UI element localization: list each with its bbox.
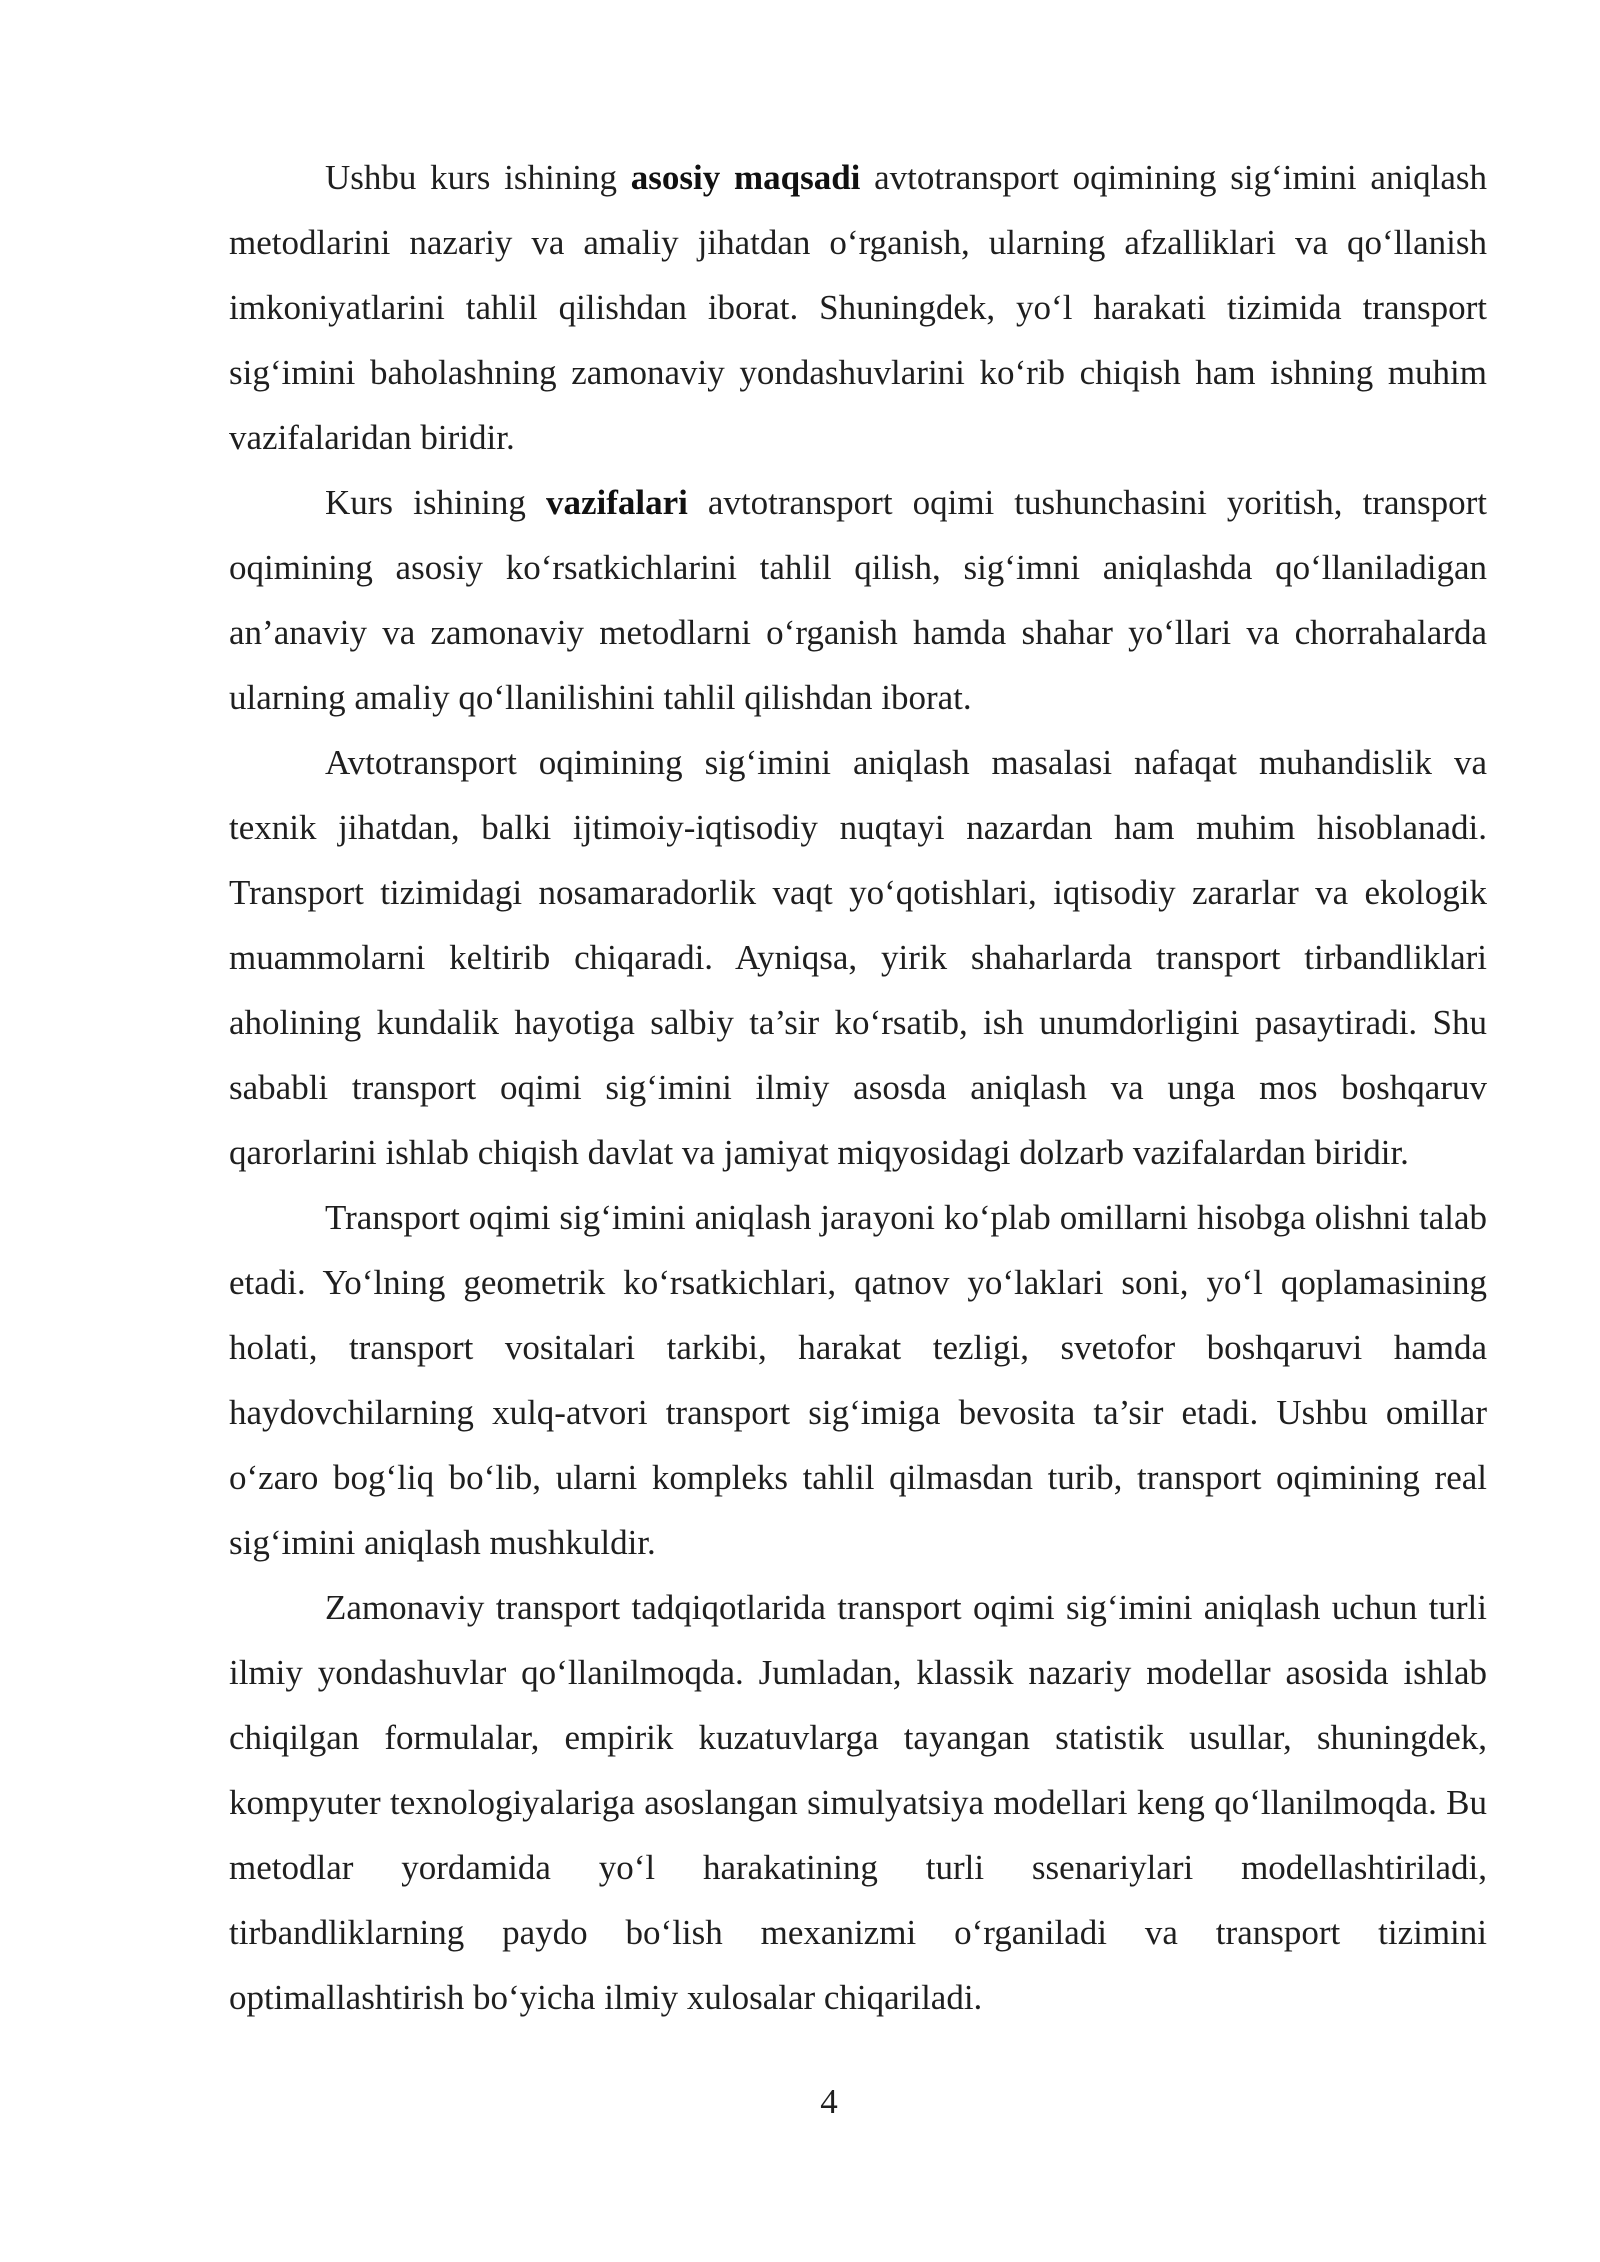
paragraph-approaches: Zamonaviy transport tadqiqotlarida transport oqimi sig‘imini aniqlash uchun turli ilmiy yondashuvlar qo‘llanilmoqda. Jumladan, klassik nazariy modellar asosida ishlab chiqilgan formulalar, empirik kuzatuvlarga tayangan statistik usullar, shuningdek, kompyuter texnologiyalariga asoslangan simulyatsiya modellari keng qo‘llanilmoqda. Bu metodlar yordamida yo‘l harakatining turli ssenariylari modellashtiriladi, tirbandliklarning paydo bo‘lish mexanizmi o‘rganiladi va transport tizimini optimallashtirish bo‘yicha ilmiy xulosalar chiqariladi. bbox=[229, 1588, 1487, 2017]
paragraph-goal-pre: Ushbu kurs ishining bbox=[325, 158, 631, 197]
paragraph-tasks-post: avtotransport oqimi tushunchasini yoritish, transport oqimining asosiy ko‘rsatkichlarini tahlil qilish, sig‘imni aniqlashda qo‘llaniladigan an’anaviy va zamonaviy metodlarni o‘rganish hamda shahar yo‘llari va chorrahalarda ularning amaliy qo‘llanilishini tahlil qilishdan iborat. bbox=[229, 483, 1487, 717]
paragraph-goal bbox=[229, 145, 1487, 470]
paragraph-goal-bold: asosiy maqsadi bbox=[630, 158, 861, 197]
document-body bbox=[229, 145, 1487, 2030]
paragraph-relevance: Avtotransport oqimining sig‘imini aniqlash masalasi nafaqat muhandislik va texnik jihatdan, balki ijtimoiy-iqtisodiy nuqtayi nazardan ham muhim hisoblanadi. Transport tizimidagi nosamaradorlik vaqt yo‘qotishlari, iqtisodiy zararlar va ekologik muammolarni keltirib chiqaradi. Ayniqsa, yirik shaharlarda transport tirbandliklari aholining kundalik hayotiga salbiy ta’sir ko‘rsatib, ish unumdorligini pasaytiradi. Shu sababli transport oqimi sig‘imini ilmiy asosda aniqlash va unga mos boshqaruv qarorlarini ishlab chiqish davlat va jamiyat miqyosidagi dolzarb vazifalardan biridir. bbox=[229, 743, 1487, 1172]
paragraph-goal-post: avtotransport oqimining sig‘imini aniqlash metodlarini nazariy va amaliy jihatdan o‘rganish, ularning afzalliklari va qo‘llanish imkoniyatlarini tahlil qilishdan iborat. Shuningdek, yo‘l harakati tizimida transport sig‘imini baholashning zamonaviy yondashuvlarini ko‘rib chiqish ham ishning muhim vazifalaridan biridir. bbox=[229, 158, 1488, 457]
paragraph-tasks-bold: vazifalari bbox=[545, 483, 688, 522]
paragraph-factors: Transport oqimi sig‘imini aniqlash jarayoni ko‘plab omillarni hisobga olishni talab etadi. Yo‘lning geometrik ko‘rsatkichlari, qatnov yo‘laklari soni, yo‘l qoplamasining holati, transport vositalari tarkibi, harakat tezligi, svetofor boshqaruvi hamda haydovchilarning xulq-atvori transport sig‘imiga bevosita ta’sir etadi. Ushbu omillar o‘zaro bog‘liq bo‘lib, ularni kompleks tahlil qilmasdan turib, transport oqimining real sig‘imini aniqlash mushkuldir. bbox=[229, 1198, 1487, 1562]
paragraph-tasks bbox=[229, 470, 1487, 730]
paragraph-tasks-pre: Kurs ishining bbox=[325, 483, 546, 522]
page-number: 4 bbox=[820, 2082, 838, 2121]
